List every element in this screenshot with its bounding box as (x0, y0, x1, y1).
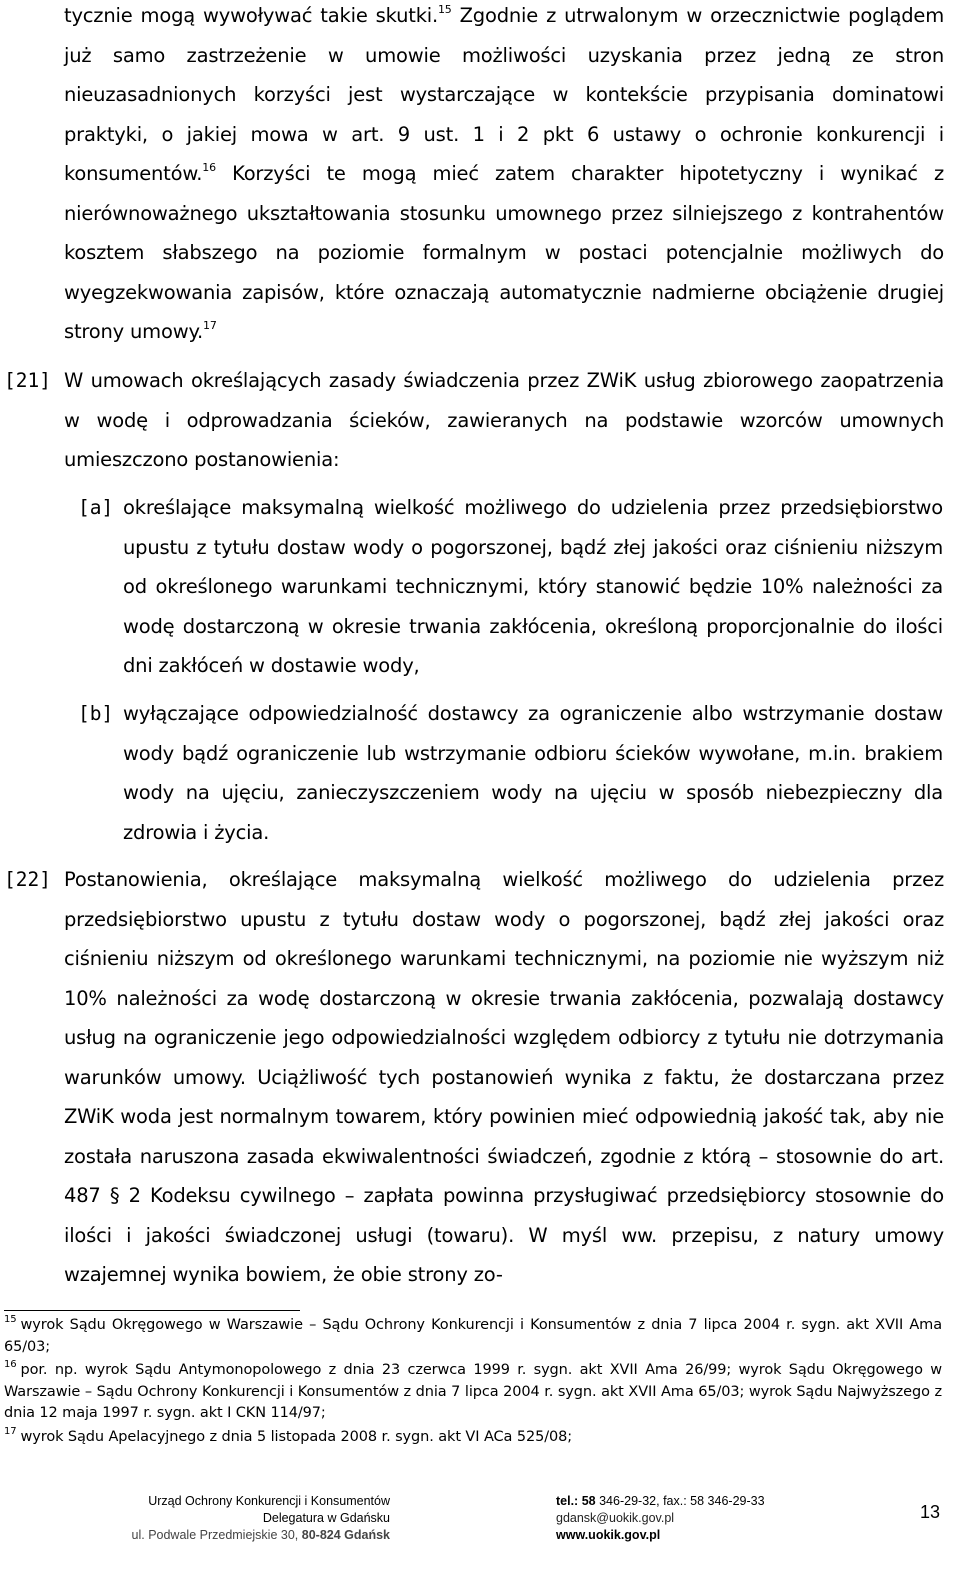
footnote-text: wyrok Sądu Okręgowego w Warszawie – Sądu Ochrony Konkurencji i Konsumentów z dnia 7 lipca 2004 r. sygn. akt XVII Ama 65/03; (4, 1317, 942, 1355)
fax-label: fax.: (663, 1494, 687, 1508)
footnote-number: 15 (4, 1314, 17, 1326)
footer-office-block (60, 1493, 390, 1544)
footnote-number: 16 (4, 1359, 17, 1371)
intro-paragraph (64, 0, 944, 352)
contact-phone (556, 1493, 856, 1510)
footnote-number: 17 (4, 1425, 17, 1437)
tel-label: tel.: (556, 1494, 579, 1508)
address-city: 80-824 Gdańsk (301, 1528, 390, 1542)
footnote-16 (4, 1360, 942, 1425)
footnote-text: por. np. wyrok Sądu Antymonopolowego z dnia 23 czerwca 1999 r. sygn. akt XVII Ama 26/99; wyrok Sądu Okręgowego w Warszawie – Sądu Ochrony Konkurencji i Konsumentów z dnia 7 lipca 2004 r. sygn. akt XVII Ama 65/03; wyrok Sądu Najwyższego z dnia 12 maja 1997 r. sygn. akt I CKN 114/97; (4, 1362, 942, 1421)
paragraph-marker-22: [22] (4, 868, 51, 891)
contact-website[interactable]: www.uokik.gov.pl (556, 1528, 661, 1542)
footer-contact-block (556, 1493, 856, 1544)
office-address (60, 1527, 390, 1544)
footnote-text: wyrok Sądu Apelacyjnego z dnia 5 listopada 2008 r. sygn. akt VI ACa 525/08; (20, 1428, 573, 1445)
intro-text-3: Korzyści te mogą mieć zatem charakter hipotetyczny i wynikać z nierównoważnego ukształtowania stosunku umownego przez silniejszego z kontrahentów kosztem słabszego na poziomie formalnym w postaci potencjalnie możliwych do wyegzekwowania zapisów, które oznaczają automatycznie nadmierne obciążenie drugiej strony umowy. (64, 162, 944, 343)
office-name: Urząd Ochrony Konkurencji i Konsumentów (148, 1494, 390, 1508)
paragraph-21: W umowach określających zasady świadczenia przez ZWiK usług zbiorowego zaopatrzenia w wodę i odprowadzania ścieków, zawieranych na podstawie wzorców umownych umieszczono postanowienia: (64, 369, 944, 471)
footnote-ref-17[interactable]: 17 (203, 318, 217, 332)
item-b: wyłączające odpowiedzialność dostawcy za ograniczenie albo wstrzymanie dostaw wody bądź ograniczenie lub wstrzymanie odbioru ścieków wywołane, m.in. brakiem wody na ujęciu, zanieczyszczeniem wody na ujęciu w sposób niebezpieczny dla zdrowia i życia. (123, 702, 943, 844)
fax-number: 58 346-29-33 (690, 1494, 765, 1508)
contact-email[interactable]: gdansk@uokik.gov.pl (556, 1511, 675, 1525)
footnote-ref-15[interactable]: 15 (438, 2, 452, 16)
footnotes (4, 1315, 942, 1450)
tel-prefix: 58 (581, 1494, 596, 1508)
item-a: określające maksymalną wielkość możliwego do udzielenia przez przedsiębiorstwo upustu z tytułu dostaw wody o pogorszonej, bądź złej jakości oraz ciśnieniu niższym od określonego warunkami technicznymi, który stanowić będzie 10% należności za wodę dostarczoną w okresie trwania zakłócenia, określoną proporcjonalnie do ilości dni zakłóceń w dostawie wody, (123, 496, 943, 677)
paragraph-22: Postanowienia, określające maksymalną wielkość możliwego do udzielenia przez przedsiębiorstwo upustu z tytułu dostaw wody o pogorszonej, bądź złej jakości oraz ciśnieniu niższym od określonego warunkami technicznymi, na poziomie nie wyższym niż 10% należności za wodę dostarczoną w okresie trwania zakłócenia, pozwalają dostawcy usług na ograniczenie jego odpowiedzialności względem odbiorcy z tytułu nie dotrzymania warunków umowy. Uciążliwość tych postanowień wynika z faktu, że dostarczana przez ZWiK woda jest normalnym towarem, który powinien mieć odpowiednią jakość tak, aby nie została naruszona zasada ekwiwalentności świadczeń, zgodnie z którą – stosownie do art. 487 § 2 Kodeksu cywilnego – zapłata powinna przysługiwać przedsiębiorcy stosownie do ilości i jakości świadczonej usługi (towaru). W myśl ww. przepisu, z natury umowy wzajemnej wynika bowiem, że obie strony zo- (64, 868, 944, 1286)
item-marker-b: [b] (78, 702, 114, 725)
page-number: 13 (919, 1502, 940, 1522)
delegation-name: Delegatura w Gdańsku (262, 1511, 390, 1525)
footnote-ref-16[interactable]: 16 (202, 160, 216, 174)
footnote-17 (4, 1427, 942, 1449)
tel-number: 346-29-32, (599, 1494, 660, 1508)
address-street: ul. Podwale Przedmiejskie 30, (131, 1528, 299, 1542)
item-marker-a: [a] (78, 496, 114, 519)
paragraph-marker-21: [21] (4, 369, 51, 392)
intro-text-1: tycznie mogą wywoływać takie skutki. (64, 4, 438, 27)
intro-text-2: Zgodnie z utrwalonym w orzecznictwie poglądem już samo zastrzeżenie w umowie możliwości uzyskania przez jedną ze stron nieuzasadnionych korzyści jest wystarczające w kontekście przypisania dominatowi praktyki, o jakiej mowa w art. 9 ust. 1 i 2 pkt 6 ustawy o ochronie konkurencji i konsumentów. (64, 4, 944, 185)
footnote-separator (4, 1310, 300, 1311)
footnote-15 (4, 1315, 942, 1358)
